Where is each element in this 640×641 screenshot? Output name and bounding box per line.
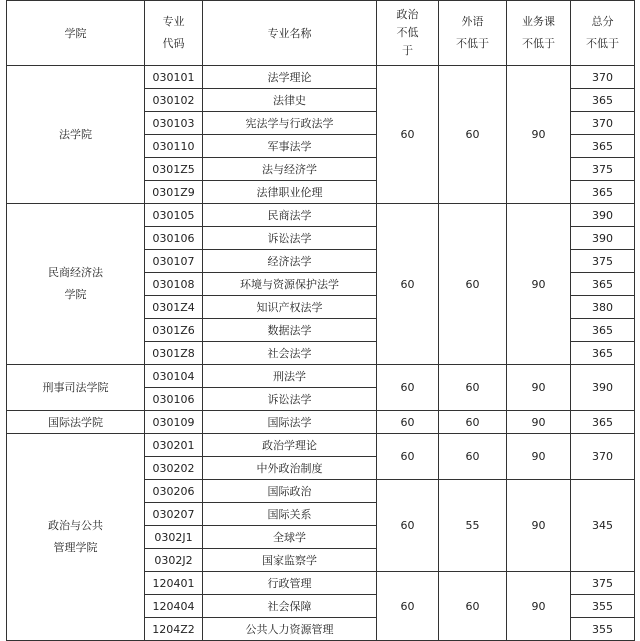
total-score: 345 [571,480,635,572]
major-name: 环境与资源保护法学 [203,273,377,296]
table-header-row [7,1,635,66]
business-score: 90 [507,204,571,365]
header-politics: 政治 不低 于 [377,1,439,66]
header-foreign: 外语 不低于 [439,1,507,66]
header-name: 专业名称 [203,1,377,66]
major-code: 030106 [145,227,203,250]
major-name: 民商法学 [203,204,377,227]
business-score: 90 [507,411,571,434]
major-code: 030109 [145,411,203,434]
total-score: 365 [571,411,635,434]
major-name: 国际法学 [203,411,377,434]
major-code: 030102 [145,89,203,112]
header-total: 总分 不低于 [571,1,635,66]
major-code: 0301Z9 [145,181,203,204]
politics-score: 60 [377,572,439,641]
major-code: 030108 [145,273,203,296]
major-code: 0301Z8 [145,342,203,365]
politics-score: 60 [377,365,439,411]
business-score: 90 [507,434,571,480]
major-name: 知识产权法学 [203,296,377,319]
total-score: 365 [571,319,635,342]
major-name: 数据法学 [203,319,377,342]
foreign-score: 60 [439,66,507,204]
major-name: 全球学 [203,526,377,549]
total-score: 355 [571,618,635,641]
foreign-score: 60 [439,204,507,365]
business-score: 90 [507,66,571,204]
politics-score: 60 [377,411,439,434]
major-name: 国际关系 [203,503,377,526]
total-score: 365 [571,273,635,296]
major-code: 030110 [145,135,203,158]
total-score: 370 [571,434,635,480]
major-code: 0301Z6 [145,319,203,342]
major-code: 120404 [145,595,203,618]
major-code: 0302J1 [145,526,203,549]
foreign-score: 60 [439,365,507,411]
total-score: 355 [571,595,635,618]
major-name: 政治学理论 [203,434,377,457]
major-name: 宪法学与行政法学 [203,112,377,135]
foreign-score: 60 [439,572,507,641]
major-code: 030107 [145,250,203,273]
total-score: 370 [571,112,635,135]
foreign-score: 55 [439,480,507,572]
major-name: 国际政治 [203,480,377,503]
total-score: 380 [571,296,635,319]
major-name: 公共人力资源管理 [203,618,377,641]
major-code: 0302J2 [145,549,203,572]
header-business: 业务课 不低于 [507,1,571,66]
total-score: 365 [571,181,635,204]
business-score: 90 [507,480,571,572]
major-name: 国家监察学 [203,549,377,572]
major-name: 行政管理 [203,572,377,595]
major-name: 诉讼法学 [203,388,377,411]
major-code: 030104 [145,365,203,388]
politics-score: 60 [377,480,439,572]
major-code: 1204Z2 [145,618,203,641]
table-row [7,66,635,89]
major-code: 120401 [145,572,203,595]
total-score: 365 [571,135,635,158]
table-row [7,434,635,457]
total-score: 370 [571,66,635,89]
total-score: 375 [571,158,635,181]
major-name: 军事法学 [203,135,377,158]
table-row [7,204,635,227]
major-code: 0301Z5 [145,158,203,181]
major-name: 中外政治制度 [203,457,377,480]
total-score: 390 [571,227,635,250]
total-score: 365 [571,89,635,112]
politics-score: 60 [377,66,439,204]
foreign-score: 60 [439,411,507,434]
total-score: 390 [571,204,635,227]
major-name: 刑法学 [203,365,377,388]
college-cell: 刑事司法学院 [7,365,145,411]
score-table [6,0,635,641]
table-row [7,365,635,388]
major-code: 030207 [145,503,203,526]
major-code: 030101 [145,66,203,89]
major-code: 030202 [145,457,203,480]
total-score: 365 [571,342,635,365]
table-row [7,411,635,434]
major-code: 0301Z4 [145,296,203,319]
major-name: 经济法学 [203,250,377,273]
major-name: 社会保障 [203,595,377,618]
politics-score: 60 [377,434,439,480]
major-code: 030201 [145,434,203,457]
business-score: 90 [507,365,571,411]
total-score: 375 [571,572,635,595]
major-name: 社会法学 [203,342,377,365]
total-score: 390 [571,365,635,411]
business-score: 90 [507,572,571,641]
major-name: 法律职业伦理 [203,181,377,204]
politics-score: 60 [377,204,439,365]
foreign-score: 60 [439,434,507,480]
major-code: 030106 [145,388,203,411]
major-code: 030206 [145,480,203,503]
major-name: 法学理论 [203,66,377,89]
header-code: 专业 代码 [145,1,203,66]
major-code: 030105 [145,204,203,227]
header-college: 学院 [7,1,145,66]
college-cell: 法学院 [7,66,145,204]
major-name: 法律史 [203,89,377,112]
college-cell: 国际法学院 [7,411,145,434]
college-cell: 民商经济法 学院 [7,204,145,365]
major-name: 诉讼法学 [203,227,377,250]
major-code: 030103 [145,112,203,135]
total-score: 375 [571,250,635,273]
college-cell: 政治与公共 管理学院 [7,434,145,641]
major-name: 法与经济学 [203,158,377,181]
